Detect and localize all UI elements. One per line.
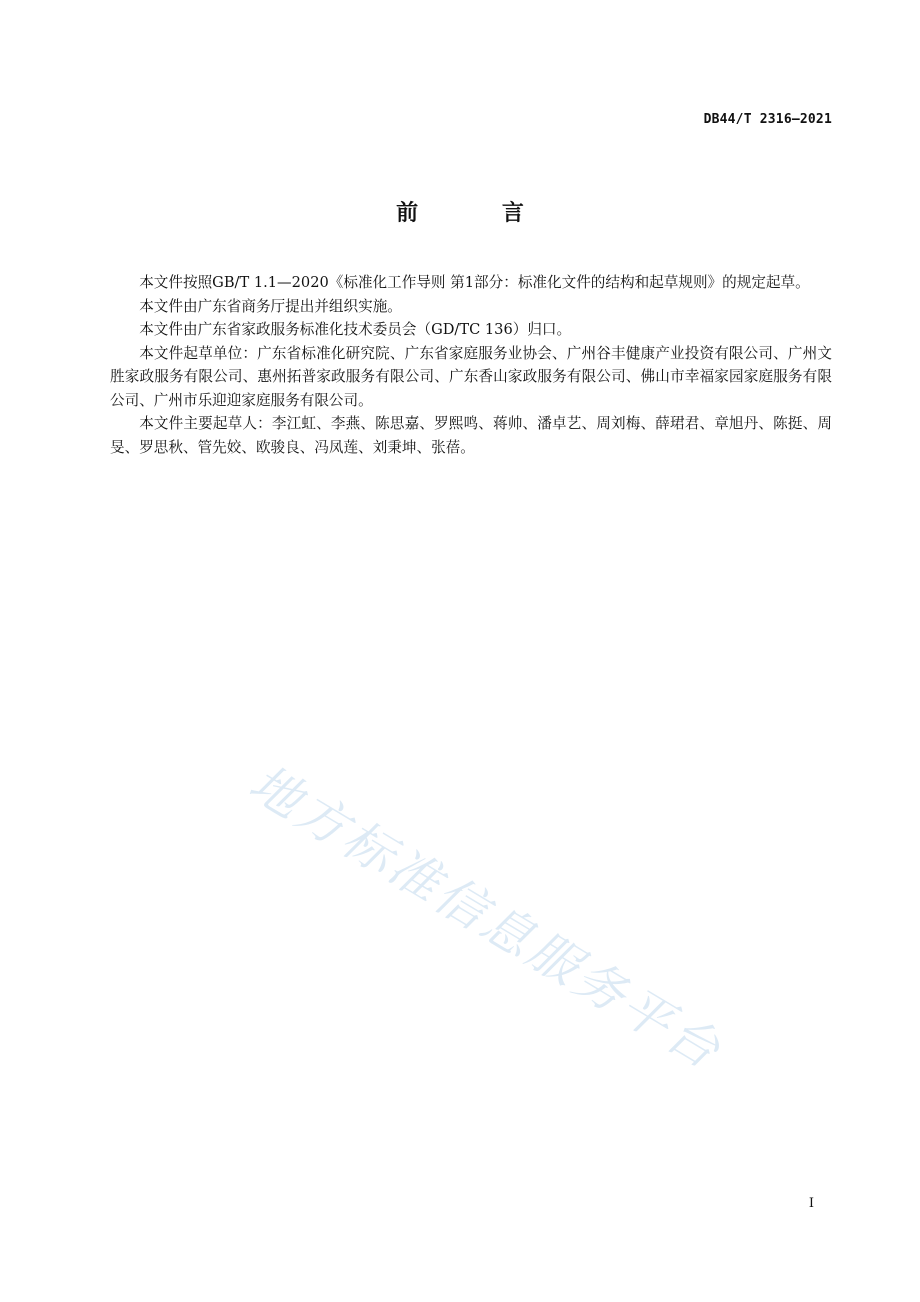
document-body	[110, 271, 832, 459]
document-code: DB44/T 2316—2021	[703, 112, 832, 127]
watermark: 地方标准信息服务平台	[239, 753, 733, 1082]
paragraph-drafting-units: 本文件起草单位：广东省标准化研究院、广东省家庭服务业协会、广州谷丰健康产业投资有限公司、广州文胜家政服务有限公司、惠州拓普家政服务有限公司、广东香山家政服务有限公司、佛山市幸福家园家庭服务有限公司、广州市乐迎迎家庭服务有限公司。	[110, 344, 832, 409]
paragraph-drafters: 本文件主要起草人：李江虹、李燕、陈思嘉、罗熙鸣、蒋帅、潘卓艺、周刘梅、薛珺君、章旭丹、陈挺、周旻、罗思秋、管先姣、欧骏良、冯凤莲、刘秉坤、张蓓。	[110, 415, 832, 456]
paragraph-proposer: 本文件由广东省商务厅提出并组织实施。	[139, 297, 402, 315]
page-number: I	[808, 1196, 814, 1211]
paragraph-committee: 本文件由广东省家政服务标准化技术委员会（GD/TC 136）归口。	[139, 321, 572, 338]
page-title: 前 言	[396, 201, 562, 226]
paragraph-drafting-basis: 本文件按照GB/T 1.1—2020《标准化工作导则 第1部分：标准化文件的结构和起草规则》的规定起草。	[139, 274, 810, 291]
